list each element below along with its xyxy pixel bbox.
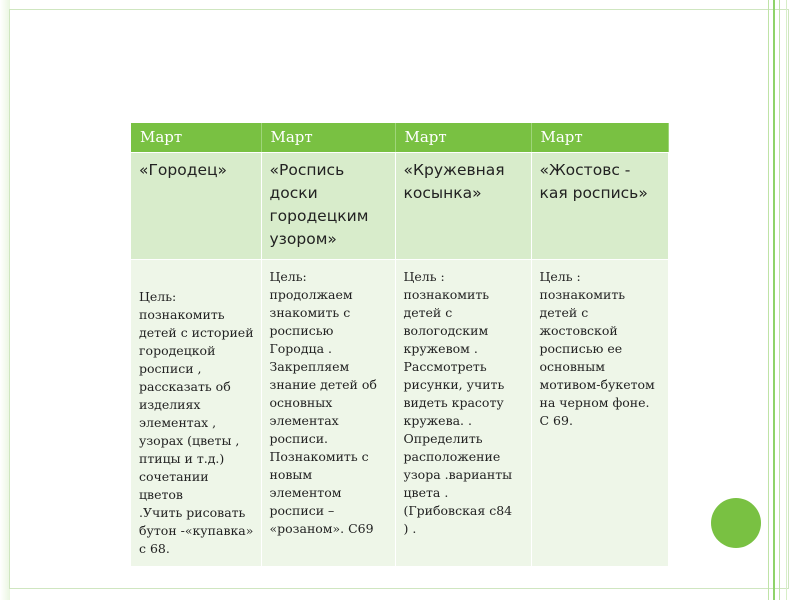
theme-row bbox=[131, 152, 668, 259]
goal-text-2: Цель: продолжаем знакомить с росписью Городца . Закрепляем знание детей об основных элементах росписи. Познакомить с новым элементом росписи – «розаном». С69 bbox=[269, 268, 377, 536]
decor-line bbox=[773, 0, 775, 600]
decor-line bbox=[779, 0, 780, 600]
theme-cell-1: «Городец» bbox=[131, 152, 261, 259]
header-month-1: Март bbox=[131, 123, 261, 152]
header-row bbox=[131, 123, 668, 152]
goal-text-4: Цель : познакомить детей с жостовской росписью ее основным мотивом-букетом на черном фоне. С 69. bbox=[539, 268, 655, 428]
goal-cell-3 bbox=[395, 259, 531, 566]
theme-cell-3: «Кружевная косынка» bbox=[395, 152, 531, 259]
goal-text-3: Цель : познакомить детей с вологодским кружевом . Рассмотреть рисунки, учить видеть красоту кружева. . Определить расположение узора .варианты цвета . (Грибовская с84 ) . bbox=[403, 268, 513, 536]
goal-cell-1 bbox=[131, 259, 261, 566]
header-month-3: Март bbox=[395, 123, 531, 152]
header-month-4: Март bbox=[531, 123, 668, 152]
goal-cell-2 bbox=[261, 259, 395, 566]
decor-line bbox=[768, 0, 769, 600]
theme-cell-2: «Роспись доски городецким узором» bbox=[261, 152, 395, 259]
decor-circle bbox=[711, 498, 761, 548]
goal-row bbox=[131, 259, 668, 566]
goal-text-1: Цель: познакомить детей с историей городецкой росписи , рассказать об изделиях элементах , узорах (цветы , птицы и т.д.) сочетании цветов .Учить рисовать бутон -«купавка» с 68. bbox=[139, 288, 254, 556]
header-month-2: Март bbox=[261, 123, 395, 152]
decor-line bbox=[786, 0, 787, 600]
theme-cell-4: «Жостовс - кая роспись» bbox=[531, 152, 668, 259]
lesson-plan-table bbox=[131, 123, 669, 567]
goal-cell-4 bbox=[531, 259, 668, 566]
